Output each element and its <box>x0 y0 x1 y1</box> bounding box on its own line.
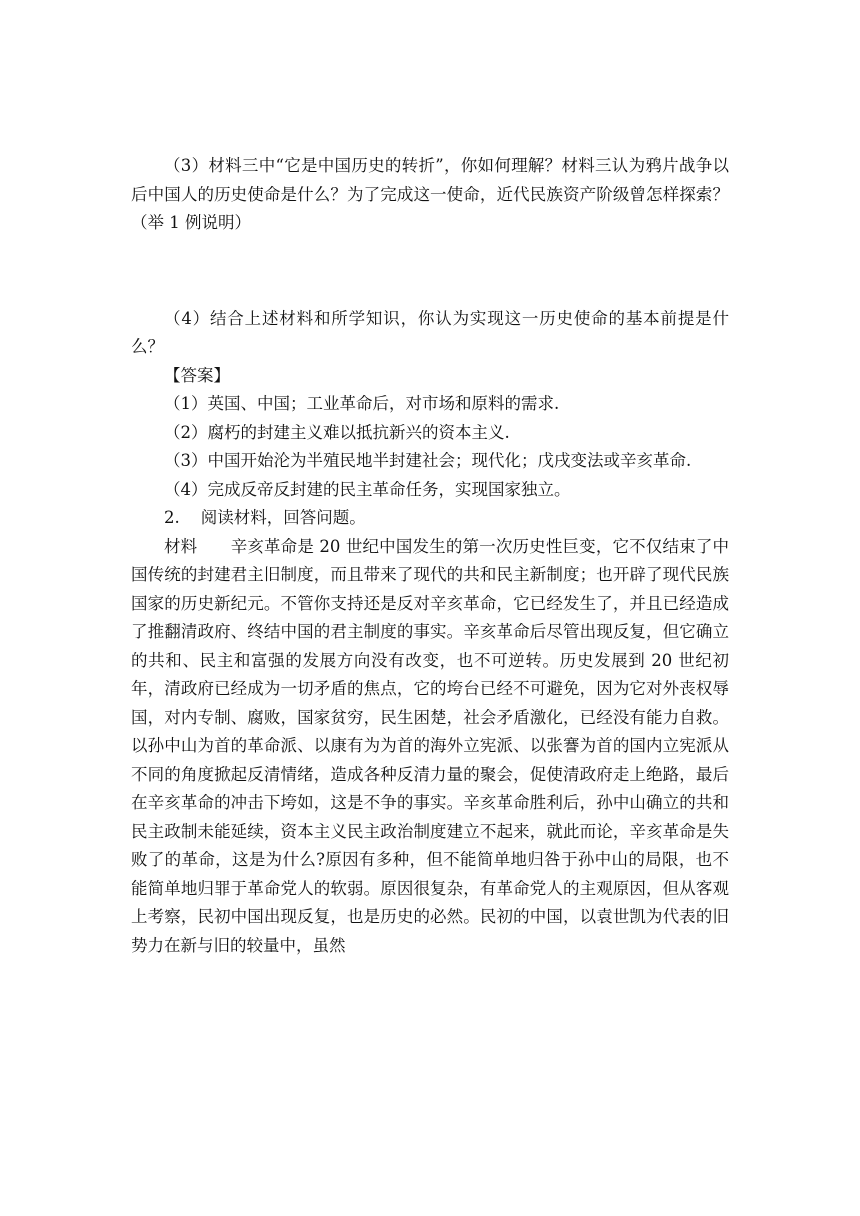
answer-3: （3）中国开始沦为半殖民地半封建社会；现代化；戊戌变法或辛亥革命. <box>164 451 692 470</box>
item-2-title: 2. 阅读材料，回答问题。 <box>164 508 366 527</box>
document-page <box>131 0 729 1216</box>
question-4: （4）结合上述材料和所学知识，你认为实现这一历史使命的基本前提是什么？ <box>131 308 729 356</box>
answer-4: （4）完成反帝反封建的民主革命任务，实现国家独立。 <box>164 479 571 499</box>
answer-2: （2）腐朽的封建主义难以抵抗新兴的资本主义. <box>164 422 510 442</box>
question-3: （3）材料三中“它是中国历史的转折”，你如何理解？材料三认为鸦片战争以后中国人的历史使命是什么？为了完成这一使命，近代民族资产阶级曾怎样探索？（举 1 例说明） <box>131 156 729 232</box>
material-label: 材料 <box>164 536 198 556</box>
material-gap <box>197 537 230 556</box>
material-text: 辛亥革命是 20 世纪中国发生的第一次历史性巨变，它不仅结束了中国传统的封建君主旧制度，而且带来了现代的共和民主新制度；也开辟了现代民族国家的历史新纪元。不管你支持还是反对辛亥革命，它已经发生了，并且已经造成了推翻清政府、终结中国的君主制度的事实。辛亥革命后尽管出现反复，但它确立的共和、民主和富强的发展方向没有改变，也不可逆转。历史发展到 20 世纪初年，清政府已经成为一切矛盾的焦点，它的垮台已经不可避免，因为它对外丧权辱国，对内专制、腐败，国家贫穷，民生困楚，社会矛盾激化，已经没有能力自救。以孙中山为首的革命派、以康有为为首的海外立宪派、以张謇为首的国内立宪派从不同的角度掀起反清情绪，造成各种反清力量的聚会，促使清政府走上绝路，最后在辛亥革命的冲击下垮如，这是不争的事实。辛亥革命胜利后，孙中山确立的共和民主政制未能延续，资本主义民主政治制度建立不起来，就此而论，辛亥革命是失败了的革命，这是为什么?原因有多种，但不能简单地归咎于孙中山的局限，也不能简单地归罪于革命党人的软弱。原因很复杂，有革命党人的主观原因，但从客观上考察，民初中国出现反复，也是历史的必然。民初的中国，以袁世凯为代表的旧势力在新与旧的较量中，虽然 <box>131 536 730 955</box>
material-paragraph <box>131 533 729 961</box>
answer-heading: 【答案】 <box>164 365 230 385</box>
answer-1: （1）英国、中国；工业革命后，对市场和原料的需求. <box>164 394 560 413</box>
